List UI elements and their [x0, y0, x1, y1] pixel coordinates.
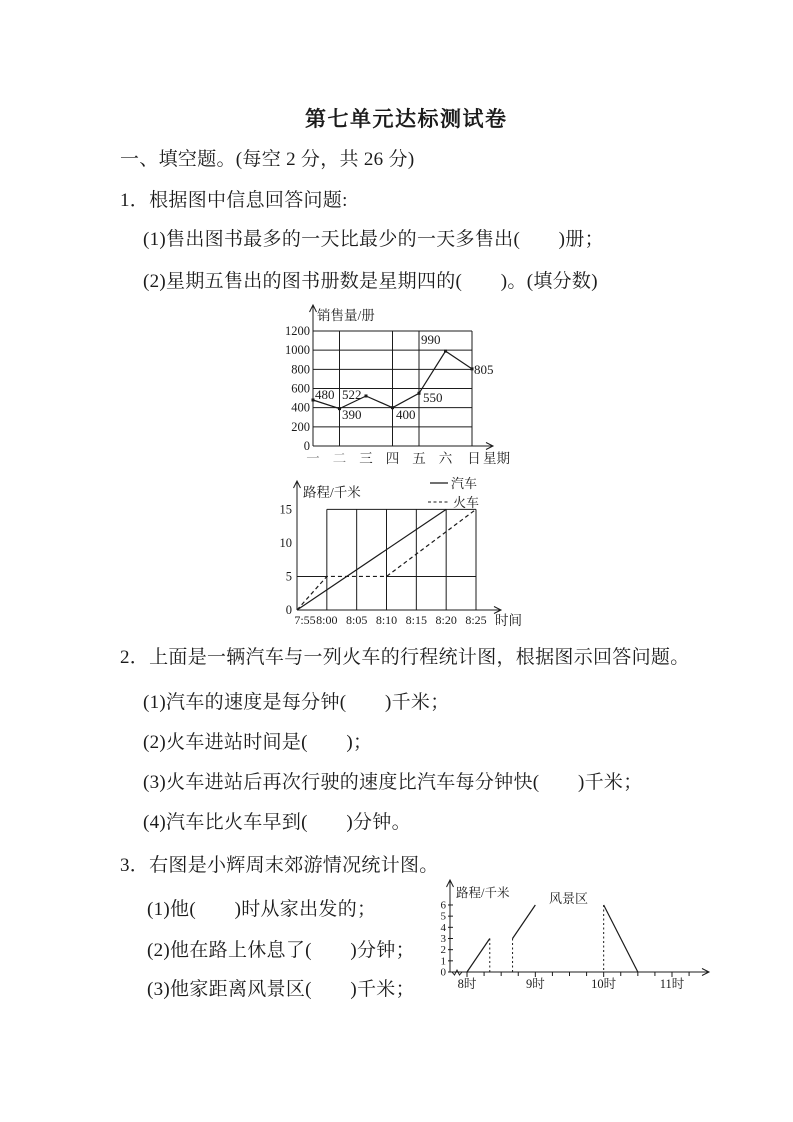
weekend-trip-chart — [430, 872, 718, 996]
svg-text:10: 10 — [279, 535, 292, 550]
svg-text:1200: 1200 — [285, 324, 310, 338]
svg-text:8时: 8时 — [457, 977, 477, 991]
svg-text:四: 四 — [385, 451, 400, 466]
svg-text:六: 六 — [438, 451, 453, 466]
svg-text:9时: 9时 — [525, 977, 545, 991]
svg-text:路程/千米: 路程/千米 — [303, 485, 361, 500]
svg-text:800: 800 — [291, 362, 310, 377]
svg-text:3: 3 — [440, 932, 446, 945]
svg-text:日: 日 — [467, 451, 481, 466]
svg-text:400: 400 — [291, 400, 310, 415]
q1-part-2: (2)星期五售出的图书册数是星期四的( )。(填分数) — [143, 271, 598, 292]
svg-text:8:00: 8:00 — [316, 613, 338, 627]
svg-text:6: 6 — [440, 899, 446, 912]
q2-stem: 2．上面是一辆汽车与一列火车的行程统计图，根据图示回答问题。 — [120, 647, 690, 668]
svg-text:390: 390 — [342, 407, 362, 422]
svg-text:8:15: 8:15 — [405, 613, 428, 627]
svg-text:522: 522 — [342, 387, 362, 402]
q3-part-3: (3)他家距离风景区( )千米； — [147, 979, 415, 1000]
svg-text:805: 805 — [474, 362, 494, 377]
book-sales-line-chart — [270, 298, 520, 470]
car-train-distance-chart — [270, 468, 530, 633]
svg-text:550: 550 — [423, 390, 443, 405]
svg-text:600: 600 — [291, 381, 310, 396]
svg-text:销售量/册: 销售量/册 — [317, 308, 375, 323]
svg-text:8:10: 8:10 — [375, 613, 398, 627]
svg-text:8:05: 8:05 — [345, 613, 368, 627]
svg-text:二: 二 — [332, 451, 347, 466]
svg-text:汽车: 汽车 — [451, 476, 478, 491]
q2-part-4: (4)汽车比火车早到( )分钟。 — [143, 812, 411, 833]
svg-text:0: 0 — [285, 603, 292, 617]
svg-text:400: 400 — [396, 407, 416, 422]
q2-part-2: (2)火车进站时间是( )； — [143, 732, 373, 753]
svg-text:0: 0 — [303, 439, 310, 453]
exam-title: 第七单元达标测试卷 — [305, 107, 508, 131]
q1-stem: 1．根据图中信息回答问题: — [120, 190, 348, 211]
q3-part-2: (2)他在路上休息了( )分钟； — [147, 940, 415, 961]
svg-text:路程/千米: 路程/千米 — [456, 886, 510, 900]
svg-text:200: 200 — [291, 419, 310, 434]
svg-text:5: 5 — [440, 910, 446, 923]
q2-part-3: (3)火车进站后再次行驶的速度比汽车每分钟快( )千米； — [143, 772, 643, 793]
svg-text:一: 一 — [306, 451, 320, 466]
svg-text:8:20: 8:20 — [435, 613, 457, 627]
svg-text:风景区: 风景区 — [549, 891, 589, 906]
svg-text:11时: 11时 — [659, 977, 685, 991]
svg-text:1000: 1000 — [285, 343, 310, 358]
q3-part-1: (1)他( )时从家出发的； — [147, 899, 377, 920]
svg-text:15: 15 — [279, 502, 292, 517]
svg-text:2: 2 — [440, 944, 446, 957]
svg-text:0: 0 — [440, 966, 446, 979]
svg-text:五: 五 — [412, 451, 426, 466]
svg-text:三: 三 — [359, 451, 373, 466]
svg-text:4: 4 — [440, 921, 446, 934]
svg-text:480: 480 — [315, 387, 335, 402]
svg-text:1: 1 — [440, 955, 446, 968]
svg-text:8:25: 8:25 — [465, 613, 487, 627]
q2-part-1: (1)汽车的速度是每分钟( )千米； — [143, 692, 450, 713]
svg-text:10时: 10时 — [591, 977, 617, 991]
svg-text:时间: 时间 — [495, 613, 522, 628]
svg-text:7:55: 7:55 — [294, 613, 316, 627]
svg-text:990: 990 — [421, 332, 441, 347]
svg-text:火车: 火车 — [453, 495, 480, 510]
section-1-header: 一、填空题。(每空 2 分，共 26 分) — [120, 149, 415, 170]
q3-stem: 3．右图是小辉周末郊游情况统计图。 — [120, 855, 439, 876]
q1-part-1: (1)售出图书最多的一天比最少的一天多售出( )册； — [143, 229, 604, 250]
svg-text:5: 5 — [285, 569, 292, 584]
svg-text:星期: 星期 — [483, 451, 510, 466]
